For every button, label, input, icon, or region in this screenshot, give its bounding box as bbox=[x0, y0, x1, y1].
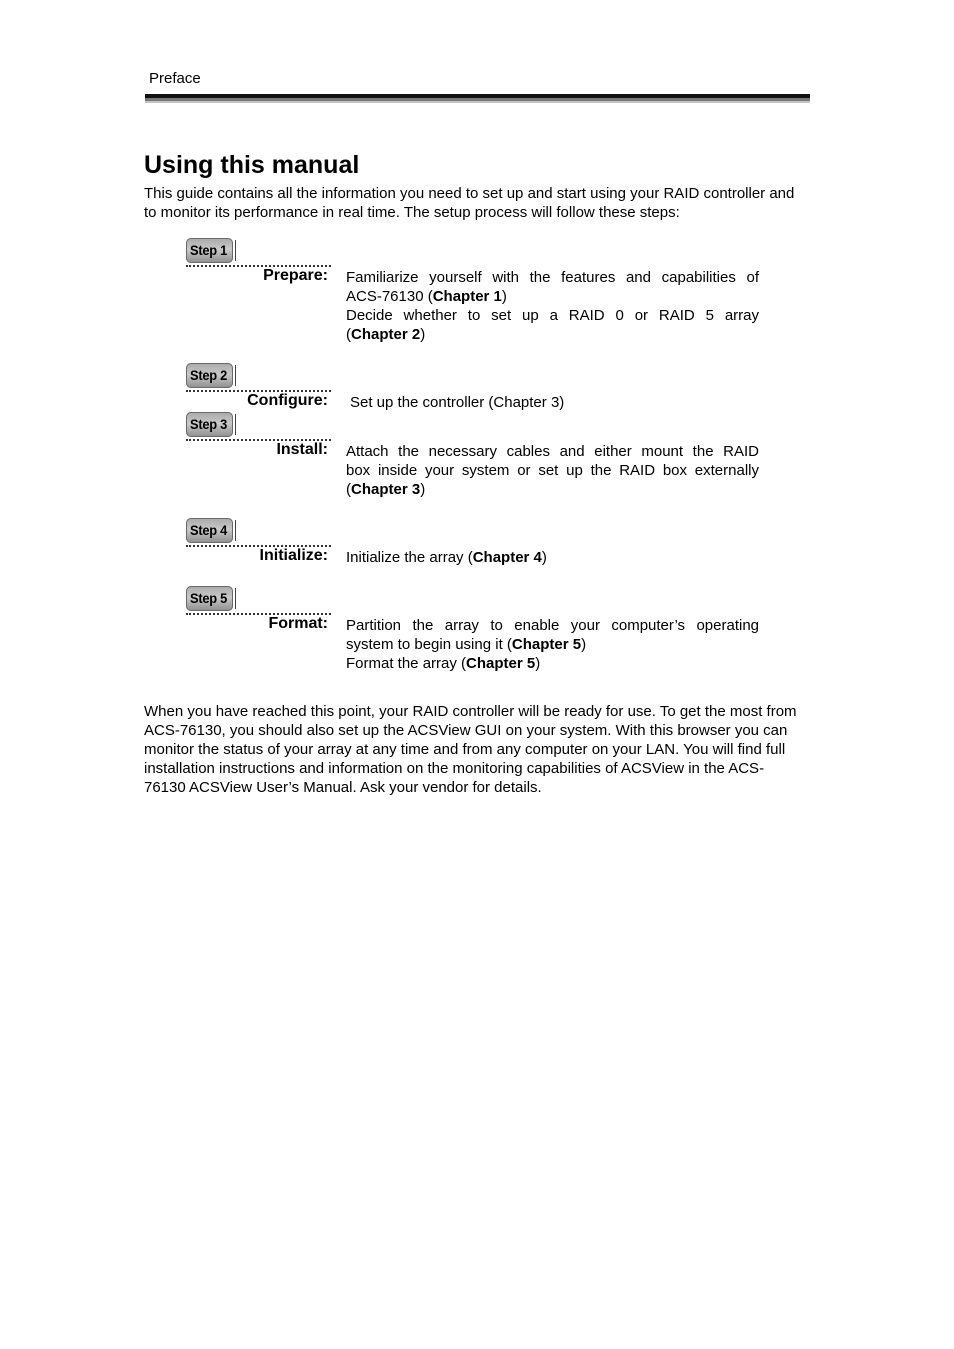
step-1-badge bbox=[186, 237, 236, 264]
step-5-label: Format: bbox=[268, 615, 328, 632]
step-2-badge bbox=[186, 362, 236, 389]
step-1-description: Familiarize yourself with the features and capabilities of ACS-76130 (Chapter 1) Decide whether to set up a RAID 0 or RAID 5 array (Chapter 2) bbox=[346, 269, 759, 343]
closing-paragraph: When you have reached this point, your RAID controller will be ready for use. To get the most from ACS-76130, you should also set up the ACSView GUI on your system. With this browser you can monitor the status of your array at any time and from any computer on your LAN. You will find full installation instructions and information on the monitoring capabilities of ACSView in the ACS-76130 ACSView User’s Manual. Ask your vendor for details. bbox=[144, 703, 797, 796]
step-4-label: Initialize: bbox=[259, 547, 328, 564]
step-3-badge-label: Step 3 bbox=[190, 416, 228, 432]
step-1-label: Prepare: bbox=[263, 267, 328, 284]
step-4-description: Initialize the array (Chapter 4) bbox=[346, 549, 547, 566]
step-3-label: Install: bbox=[276, 441, 328, 458]
step-5-badge bbox=[186, 585, 236, 612]
step-1-badge-label: Step 1 bbox=[190, 242, 228, 258]
running-header: Preface bbox=[149, 70, 201, 87]
step-5-badge-label: Step 5 bbox=[190, 590, 228, 606]
step-4-badge-label: Step 4 bbox=[190, 522, 228, 538]
step-3-badge bbox=[186, 411, 236, 438]
step-2-description: Set up the controller (Chapter 3) bbox=[350, 394, 565, 411]
header-rule bbox=[145, 94, 810, 103]
step-2-label: Configure: bbox=[247, 392, 328, 409]
step-2-badge-label: Step 2 bbox=[190, 367, 228, 383]
step-4-badge bbox=[186, 517, 236, 544]
step-3-description: Attach the necessary cables and either mount the RAID box inside your system or set up the RAID box externally (Chapter 3) bbox=[346, 443, 759, 498]
intro-paragraph: This guide contains all the information you need to set up and start using your RAID controller and to monitor its performance in real time. The setup process will follow these steps: bbox=[144, 185, 795, 221]
section-title: Using this manual bbox=[144, 151, 360, 179]
step-5-description: Partition the array to enable your computer’s operating system to begin using it (Chapter 5) Format the array (Chapter 5) bbox=[346, 617, 759, 672]
